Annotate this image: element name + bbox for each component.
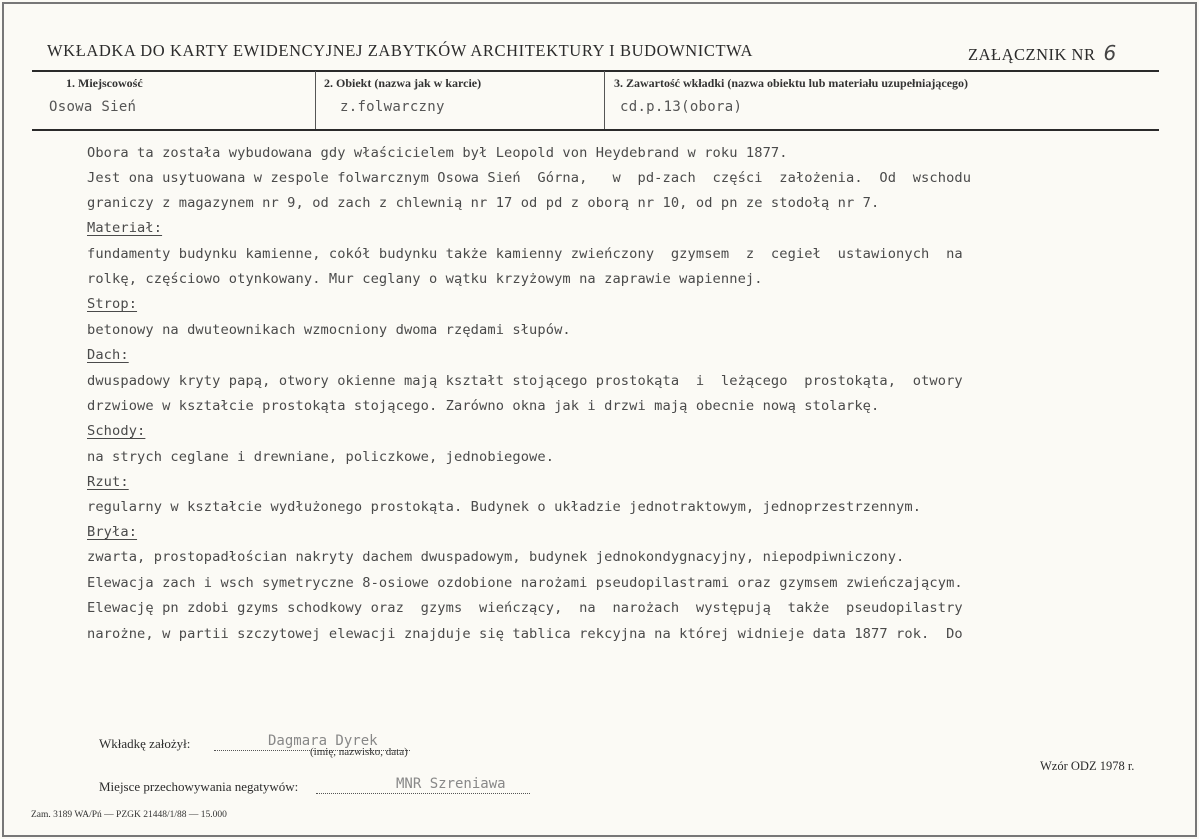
section-heading: Materiał: (87, 220, 163, 236)
body-line: graniczy z magazynem nr 9, od zach z chlewnią nr 17 od pd z oborą nr 10, od pn ze stodołą nr 7. (87, 195, 880, 211)
body-line: Elewację pn zdobi gzyms schodkowy oraz gzyms wieńczący, na narożach występują także pseudopilastry (87, 600, 963, 616)
body-line: regularny w kształcie wydłużonego prostokąta. Budynek o układzie jednotraktowym, jednoprzestrzennym. (87, 499, 922, 515)
form-model: Wzór ODZ 1978 r. (1040, 759, 1135, 773)
body-line: Elewacja zach i wsch symetryczne 8-osiowe ozdobione narożami pseudopilastrami oraz gzymsem zwieńczającym. (87, 575, 963, 591)
body-line: Obora ta została wybudowana gdy właścicielem był Leopold von Heydebrand w roku 1877. (87, 145, 788, 161)
annex-field (968, 41, 1117, 65)
annex-number: 6 (1103, 41, 1117, 65)
section-heading: Bryła: (87, 524, 138, 540)
section-heading: Strop: (87, 296, 138, 312)
body-line: betonowy na dwuteownikach wzmocniony dwoma rzędami słupów. (87, 322, 571, 338)
body-line: narożne, w partii szczytowej elewacji znajduje się tablica rekcyjna na której widnieje data 1877 rok. Do (87, 626, 963, 642)
column-divider (315, 71, 316, 129)
content-value: cd.p.13(obora) (620, 99, 743, 115)
body-line: na strych ceglane i drewniane, policzkowe, jednobiegowe. (87, 449, 555, 465)
header-rule (32, 70, 1159, 72)
body-line: rolkę, częściowo otynkowany. Mur ceglany o wątku krzyżowym na zaprawie wapiennej. (87, 271, 763, 287)
body-line: Jest ona usytuowana w zespole folwarcznym Osowa Sień Górna, w pd-zach części założenia. Od wschodu (87, 170, 972, 186)
negatives-dotted-line (316, 793, 530, 794)
form-title: WKŁADKA DO KARTY EWIDENCYJNEJ ZABYTKÓW ARCHITEKTURY I BUDOWNICTWA (47, 41, 754, 60)
negatives-value: MNR Szreniawa (396, 776, 506, 792)
section-heading: Schody: (87, 423, 146, 439)
fields-rule (32, 129, 1159, 131)
negatives-label: Miejsce przechowywania negatywów: (99, 779, 299, 794)
body-line: fundamenty budynku kamienne, cokół budynku także kamienny zwieńczony gzymsem z cegieł ustawionych na (87, 246, 963, 262)
column-divider (604, 71, 605, 129)
section-heading: Dach: (87, 347, 129, 363)
content-label: 3. Zawartość wkładki (nazwa obiektu lub materiału uzupełniającego) (614, 76, 969, 90)
author-value: Dagmara Dyrek (268, 733, 378, 749)
author-hint: (imię, nazwisko, data) (310, 746, 408, 758)
locality-value: Osowa Sień (49, 99, 137, 115)
body-line: dwuspadowy kryty papą, otwory okienne mają kształt stojącego prostokąta i leżącego prostokąta, otwory (87, 373, 963, 389)
object-value: z.folwarczny (340, 99, 445, 115)
annex-label: ZAŁĄCZNIK NR (968, 45, 1096, 64)
print-order: Zam. 3189 WA/Pń — PZGK 21448/1/88 — 15.000 (31, 810, 227, 820)
object-label: 2. Obiekt (nazwa jak w karcie) (324, 76, 482, 90)
page-border (2, 2, 1197, 837)
body-line: drzwiowe w kształcie prostokąta stojącego. Zarówno okna jak i drzwi mają obecnie nową stolarkę. (87, 398, 880, 414)
body-line: zwarta, prostopadłościan nakryty dachem dwuspadowym, budynek jednokondygnacyjny, niepodpiwniczony. (87, 549, 905, 565)
locality-label: 1. Miejscowość (66, 76, 143, 90)
section-heading: Rzut: (87, 474, 129, 490)
author-label: Wkładkę założył: (99, 736, 191, 751)
